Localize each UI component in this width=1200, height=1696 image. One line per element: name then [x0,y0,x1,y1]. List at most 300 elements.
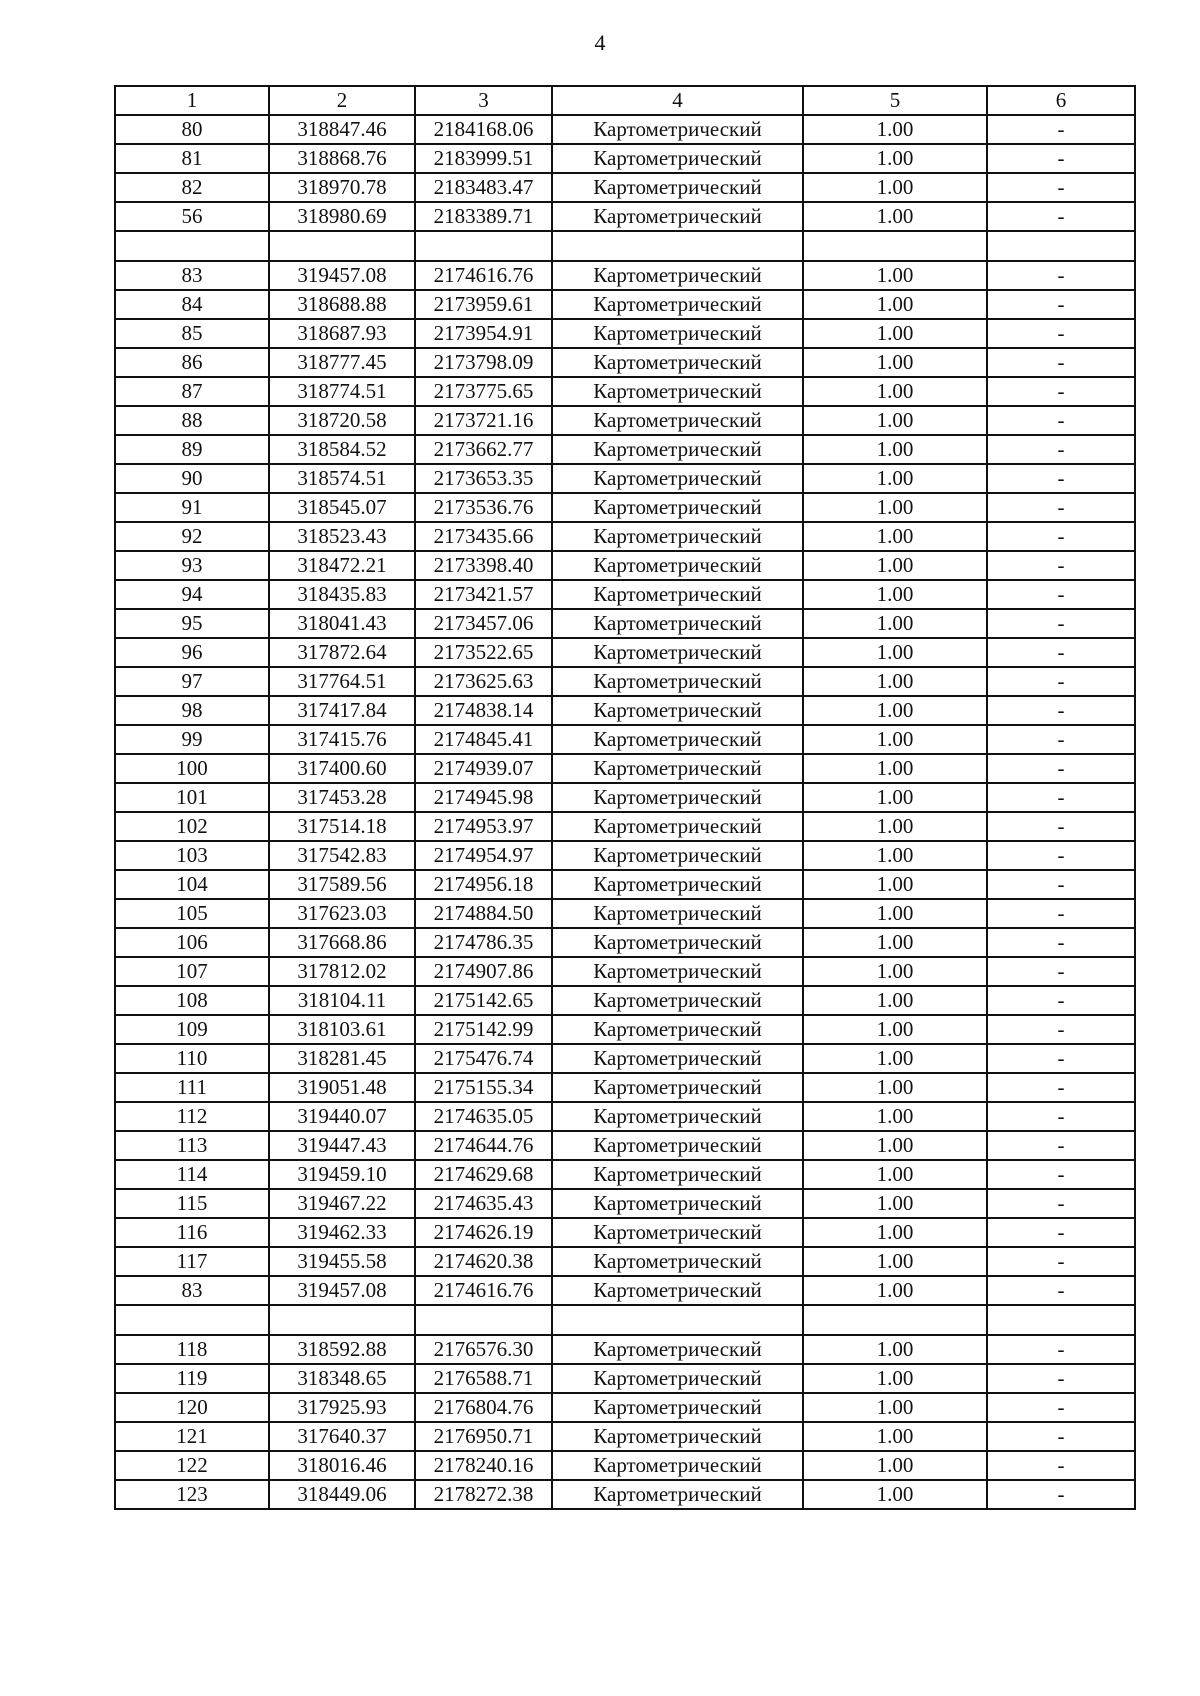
method-cell: Картометрический [552,928,803,957]
y-coordinate-cell: 2173522.65 [415,638,552,667]
table-row [115,551,1135,580]
accuracy-cell: 1.00 [803,783,987,812]
table-body [115,115,1135,1509]
table-row [115,319,1135,348]
point-number-cell: 90 [115,464,269,493]
x-coordinate-cell: 318104.11 [269,986,415,1015]
description-cell: - [987,580,1135,609]
table-row [115,667,1135,696]
table-row [115,1218,1135,1247]
description-cell: - [987,1393,1135,1422]
separator-row [115,231,1135,261]
header-cell-1: 1 [115,86,269,115]
accuracy-cell: 1.00 [803,1480,987,1509]
header-cell-3: 3 [415,86,552,115]
accuracy-cell: 1.00 [803,1015,987,1044]
point-number-cell: 95 [115,609,269,638]
point-number-cell: 99 [115,725,269,754]
method-cell: Картометрический [552,1015,803,1044]
y-coordinate-cell: 2174635.43 [415,1189,552,1218]
y-coordinate-cell: 2173625.63 [415,667,552,696]
description-cell: - [987,1160,1135,1189]
point-number-cell: 117 [115,1247,269,1276]
accuracy-cell: 1.00 [803,1160,987,1189]
y-coordinate-cell: 2176804.76 [415,1393,552,1422]
method-cell: Картометрический [552,1364,803,1393]
method-cell: Картометрический [552,377,803,406]
description-cell: - [987,1422,1135,1451]
y-coordinate-cell: 2178240.16 [415,1451,552,1480]
method-cell: Картометрический [552,783,803,812]
description-cell: - [987,986,1135,1015]
method-cell: Картометрический [552,290,803,319]
x-coordinate-cell: 319462.33 [269,1218,415,1247]
point-number-cell: 108 [115,986,269,1015]
table-row [115,1276,1135,1305]
x-coordinate-cell: 317668.86 [269,928,415,957]
point-number-cell: 106 [115,928,269,957]
accuracy-cell: 1.00 [803,812,987,841]
x-coordinate-cell: 319051.48 [269,1073,415,1102]
y-coordinate-cell: 2174616.76 [415,1276,552,1305]
y-coordinate-cell: 2176950.71 [415,1422,552,1451]
table-row [115,493,1135,522]
x-coordinate-cell: 318688.88 [269,290,415,319]
accuracy-cell: 1.00 [803,899,987,928]
x-coordinate-cell: 318980.69 [269,202,415,231]
y-coordinate-cell: 2184168.06 [415,115,552,144]
description-cell: - [987,522,1135,551]
point-number-cell: 110 [115,1044,269,1073]
point-number-cell [115,231,269,261]
point-number-cell: 112 [115,1102,269,1131]
point-number-cell: 80 [115,115,269,144]
method-cell: Картометрический [552,1247,803,1276]
y-coordinate-cell: 2174907.86 [415,957,552,986]
point-number-cell: 107 [115,957,269,986]
x-coordinate-cell: 318348.65 [269,1364,415,1393]
y-coordinate-cell: 2174939.07 [415,754,552,783]
header-cell-2: 2 [269,86,415,115]
accuracy-cell: 1.00 [803,1364,987,1393]
accuracy-cell: 1.00 [803,1451,987,1480]
x-coordinate-cell: 317623.03 [269,899,415,928]
table-row [115,406,1135,435]
table-row [115,1102,1135,1131]
x-coordinate-cell: 318281.45 [269,1044,415,1073]
x-coordinate-cell: 317872.64 [269,638,415,667]
description-cell: - [987,435,1135,464]
table-row [115,1364,1135,1393]
point-number-cell: 104 [115,870,269,899]
description-cell: - [987,812,1135,841]
accuracy-cell: 1.00 [803,667,987,696]
point-number-cell: 94 [115,580,269,609]
method-cell: Картометрический [552,870,803,899]
method-cell: Картометрический [552,551,803,580]
accuracy-cell: 1.00 [803,1189,987,1218]
point-number-cell: 101 [115,783,269,812]
separator-row [115,1305,1135,1335]
y-coordinate-cell: 2183483.47 [415,173,552,202]
method-cell [552,231,803,261]
point-number-cell: 114 [115,1160,269,1189]
description-cell: - [987,1189,1135,1218]
y-coordinate-cell: 2174953.97 [415,812,552,841]
point-number-cell: 82 [115,173,269,202]
accuracy-cell: 1.00 [803,202,987,231]
header-cell-4: 4 [552,86,803,115]
description-cell: - [987,1276,1135,1305]
x-coordinate-cell: 318103.61 [269,1015,415,1044]
point-number-cell: 121 [115,1422,269,1451]
y-coordinate-cell: 2173721.16 [415,406,552,435]
description-cell: - [987,783,1135,812]
y-coordinate-cell: 2175142.65 [415,986,552,1015]
method-cell: Картометрический [552,986,803,1015]
x-coordinate-cell: 318970.78 [269,173,415,202]
x-coordinate-cell: 318523.43 [269,522,415,551]
table-row [115,696,1135,725]
y-coordinate-cell: 2174629.68 [415,1160,552,1189]
accuracy-cell: 1.00 [803,551,987,580]
description-cell: - [987,493,1135,522]
coordinates-table [114,85,1136,1510]
accuracy-cell: 1.00 [803,435,987,464]
point-number-cell: 84 [115,290,269,319]
y-coordinate-cell: 2175155.34 [415,1073,552,1102]
method-cell: Картометрический [552,1218,803,1247]
y-coordinate-cell: 2173775.65 [415,377,552,406]
y-coordinate-cell: 2173662.77 [415,435,552,464]
accuracy-cell: 1.00 [803,696,987,725]
y-coordinate-cell: 2174644.76 [415,1131,552,1160]
point-number-cell: 100 [115,754,269,783]
x-coordinate-cell [269,231,415,261]
y-coordinate-cell: 2174845.41 [415,725,552,754]
table-row [115,1073,1135,1102]
x-coordinate-cell: 319457.08 [269,1276,415,1305]
accuracy-cell [803,1305,987,1335]
accuracy-cell: 1.00 [803,261,987,290]
x-coordinate-cell [269,1305,415,1335]
table-row [115,638,1135,667]
point-number-cell: 87 [115,377,269,406]
accuracy-cell: 1.00 [803,928,987,957]
y-coordinate-cell: 2178272.38 [415,1480,552,1509]
table-row [115,1393,1135,1422]
table-row [115,202,1135,231]
y-coordinate-cell: 2176576.30 [415,1335,552,1364]
description-cell: - [987,725,1135,754]
accuracy-cell: 1.00 [803,609,987,638]
method-cell: Картометрический [552,667,803,696]
description-cell: - [987,1480,1135,1509]
y-coordinate-cell: 2175142.99 [415,1015,552,1044]
point-number-cell: 85 [115,319,269,348]
y-coordinate-cell: 2174838.14 [415,696,552,725]
y-coordinate-cell: 2174616.76 [415,261,552,290]
description-cell: - [987,406,1135,435]
method-cell: Картометрический [552,754,803,783]
method-cell: Картометрический [552,493,803,522]
description-cell: - [987,144,1135,173]
y-coordinate-cell: 2174620.38 [415,1247,552,1276]
accuracy-cell: 1.00 [803,115,987,144]
table-header [115,86,1135,115]
method-cell: Картометрический [552,1189,803,1218]
x-coordinate-cell: 318847.46 [269,115,415,144]
description-cell: - [987,261,1135,290]
y-coordinate-cell: 2173421.57 [415,580,552,609]
point-number-cell: 91 [115,493,269,522]
accuracy-cell: 1.00 [803,1247,987,1276]
y-coordinate-cell [415,1305,552,1335]
description-cell: - [987,1044,1135,1073]
table-row [115,261,1135,290]
x-coordinate-cell: 318041.43 [269,609,415,638]
point-number-cell: 81 [115,144,269,173]
y-coordinate-cell [415,231,552,261]
method-cell: Картометрический [552,638,803,667]
x-coordinate-cell: 317640.37 [269,1422,415,1451]
accuracy-cell: 1.00 [803,1218,987,1247]
description-cell: - [987,957,1135,986]
x-coordinate-cell: 317400.60 [269,754,415,783]
x-coordinate-cell: 317812.02 [269,957,415,986]
method-cell: Картометрический [552,173,803,202]
header-row [115,86,1135,115]
description-cell: - [987,1015,1135,1044]
y-coordinate-cell: 2183999.51 [415,144,552,173]
x-coordinate-cell: 318016.46 [269,1451,415,1480]
method-cell: Картометрический [552,841,803,870]
description-cell: - [987,1364,1135,1393]
accuracy-cell: 1.00 [803,986,987,1015]
y-coordinate-cell: 2173959.61 [415,290,552,319]
point-number-cell: 120 [115,1393,269,1422]
accuracy-cell: 1.00 [803,1044,987,1073]
x-coordinate-cell: 319459.10 [269,1160,415,1189]
point-number-cell: 113 [115,1131,269,1160]
table-row [115,115,1135,144]
y-coordinate-cell: 2174945.98 [415,783,552,812]
x-coordinate-cell: 318720.58 [269,406,415,435]
point-number-cell [115,1305,269,1335]
table-row [115,580,1135,609]
description-cell: - [987,1073,1135,1102]
x-coordinate-cell: 318687.93 [269,319,415,348]
table-row [115,870,1135,899]
x-coordinate-cell: 317415.76 [269,725,415,754]
y-coordinate-cell: 2183389.71 [415,202,552,231]
description-cell: - [987,202,1135,231]
accuracy-cell: 1.00 [803,319,987,348]
point-number-cell: 98 [115,696,269,725]
description-cell: - [987,173,1135,202]
description-cell: - [987,1451,1135,1480]
table-row [115,290,1135,319]
method-cell: Картометрический [552,522,803,551]
accuracy-cell [803,231,987,261]
method-cell: Картометрический [552,435,803,464]
table-row [115,1189,1135,1218]
method-cell: Картометрический [552,348,803,377]
accuracy-cell: 1.00 [803,1393,987,1422]
description-cell: - [987,348,1135,377]
accuracy-cell: 1.00 [803,870,987,899]
method-cell: Картометрический [552,609,803,638]
table-row [115,1015,1135,1044]
accuracy-cell: 1.00 [803,144,987,173]
table-row [115,464,1135,493]
point-number-cell: 89 [115,435,269,464]
table-row [115,957,1135,986]
accuracy-cell: 1.00 [803,406,987,435]
point-number-cell: 93 [115,551,269,580]
point-number-cell: 86 [115,348,269,377]
method-cell: Картометрический [552,1160,803,1189]
accuracy-cell: 1.00 [803,1335,987,1364]
table-row [115,1160,1135,1189]
table-row [115,1335,1135,1364]
description-cell: - [987,1102,1135,1131]
x-coordinate-cell: 318574.51 [269,464,415,493]
y-coordinate-cell: 2173653.35 [415,464,552,493]
x-coordinate-cell: 318777.45 [269,348,415,377]
accuracy-cell: 1.00 [803,1073,987,1102]
y-coordinate-cell: 2176588.71 [415,1364,552,1393]
description-cell: - [987,377,1135,406]
method-cell: Картометрический [552,1073,803,1102]
table-row [115,725,1135,754]
method-cell: Картометрический [552,1335,803,1364]
method-cell: Картометрический [552,144,803,173]
table-row [115,173,1135,202]
method-cell: Картометрический [552,725,803,754]
method-cell: Картометрический [552,319,803,348]
description-cell: - [987,464,1135,493]
description-cell: - [987,899,1135,928]
accuracy-cell: 1.00 [803,1131,987,1160]
table-row [115,1247,1135,1276]
x-coordinate-cell: 318774.51 [269,377,415,406]
x-coordinate-cell: 319467.22 [269,1189,415,1218]
point-number-cell: 88 [115,406,269,435]
table-row [115,812,1135,841]
accuracy-cell: 1.00 [803,580,987,609]
method-cell: Картометрический [552,580,803,609]
accuracy-cell: 1.00 [803,725,987,754]
accuracy-cell: 1.00 [803,1422,987,1451]
table-row [115,754,1135,783]
table-row [115,986,1135,1015]
table-row [115,609,1135,638]
x-coordinate-cell: 317925.93 [269,1393,415,1422]
x-coordinate-cell: 318592.88 [269,1335,415,1364]
y-coordinate-cell: 2174954.97 [415,841,552,870]
accuracy-cell: 1.00 [803,638,987,667]
description-cell: - [987,870,1135,899]
description-cell: - [987,551,1135,580]
point-number-cell: 109 [115,1015,269,1044]
header-cell-5: 5 [803,86,987,115]
method-cell: Картометрический [552,202,803,231]
x-coordinate-cell: 317453.28 [269,783,415,812]
x-coordinate-cell: 318435.83 [269,580,415,609]
accuracy-cell: 1.00 [803,522,987,551]
accuracy-cell: 1.00 [803,957,987,986]
point-number-cell: 115 [115,1189,269,1218]
accuracy-cell: 1.00 [803,1276,987,1305]
x-coordinate-cell: 317417.84 [269,696,415,725]
description-cell [987,1305,1135,1335]
x-coordinate-cell: 319455.58 [269,1247,415,1276]
table-row [115,1451,1135,1480]
point-number-cell: 83 [115,261,269,290]
x-coordinate-cell: 317542.83 [269,841,415,870]
y-coordinate-cell: 2174635.05 [415,1102,552,1131]
point-number-cell: 118 [115,1335,269,1364]
y-coordinate-cell: 2173435.66 [415,522,552,551]
accuracy-cell: 1.00 [803,377,987,406]
method-cell: Картометрический [552,1480,803,1509]
method-cell: Картометрический [552,899,803,928]
method-cell: Картометрический [552,406,803,435]
accuracy-cell: 1.00 [803,493,987,522]
accuracy-cell: 1.00 [803,841,987,870]
page-number: 4 [594,30,606,55]
table-row [115,928,1135,957]
table-row [115,1131,1135,1160]
table-row [115,435,1135,464]
method-cell: Картометрический [552,1422,803,1451]
point-number-cell: 96 [115,638,269,667]
description-cell: - [987,1131,1135,1160]
x-coordinate-cell: 318584.52 [269,435,415,464]
y-coordinate-cell: 2174786.35 [415,928,552,957]
method-cell: Картометрический [552,957,803,986]
method-cell [552,1305,803,1335]
x-coordinate-cell: 318449.06 [269,1480,415,1509]
method-cell: Картометрический [552,812,803,841]
description-cell: - [987,115,1135,144]
method-cell: Картометрический [552,1044,803,1073]
accuracy-cell: 1.00 [803,1102,987,1131]
table-row [115,1480,1135,1509]
method-cell: Картометрический [552,115,803,144]
table-row [115,377,1135,406]
table-row [115,841,1135,870]
accuracy-cell: 1.00 [803,348,987,377]
header-cell-6: 6 [987,86,1135,115]
description-cell: - [987,928,1135,957]
y-coordinate-cell: 2173398.40 [415,551,552,580]
point-number-cell: 105 [115,899,269,928]
table-row [115,783,1135,812]
point-number-cell: 56 [115,202,269,231]
y-coordinate-cell: 2173457.06 [415,609,552,638]
point-number-cell: 116 [115,1218,269,1247]
point-number-cell: 83 [115,1276,269,1305]
x-coordinate-cell: 318472.21 [269,551,415,580]
accuracy-cell: 1.00 [803,754,987,783]
point-number-cell: 119 [115,1364,269,1393]
y-coordinate-cell: 2174626.19 [415,1218,552,1247]
description-cell: - [987,841,1135,870]
description-cell [987,231,1135,261]
point-number-cell: 92 [115,522,269,551]
